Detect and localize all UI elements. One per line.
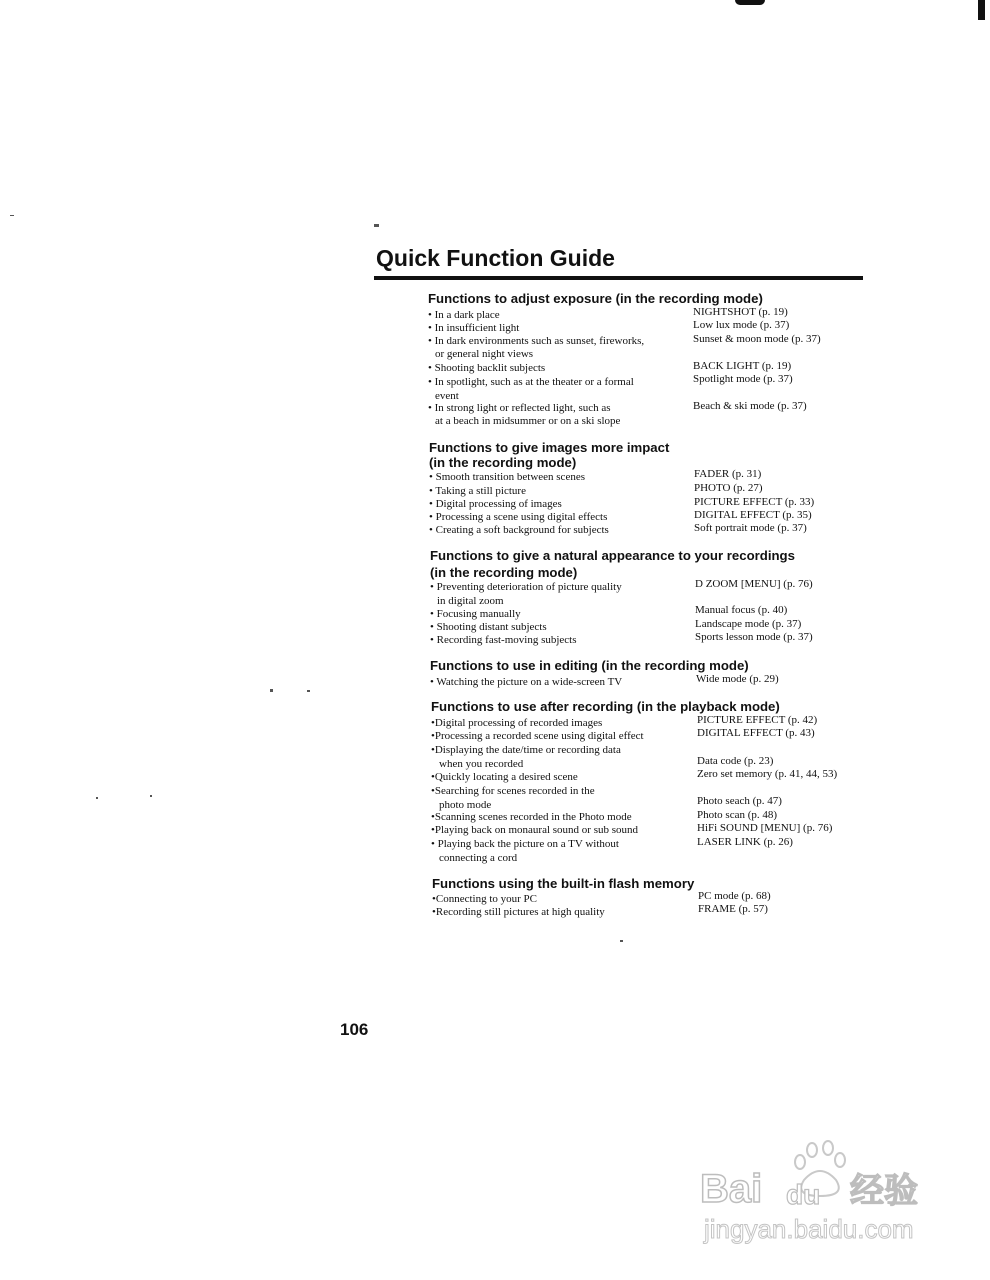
item-ref: PC mode (p. 68) [698,890,771,902]
item-ref: Sports lesson mode (p. 37) [695,631,813,643]
list-item-cont: event [435,390,459,402]
scan-speck [270,689,273,692]
scan-edge-mark [978,0,985,20]
list-item: • Watching the picture on a wide-screen TV [430,676,623,688]
list-item: • Recording fast-moving subjects [430,634,577,646]
scan-speck [307,690,310,692]
item-ref: Wide mode (p. 29) [696,673,779,685]
section-heading-cont: (in the recording mode) [430,565,578,580]
page-title: Quick Function Guide [376,245,615,271]
scan-speck [620,940,623,942]
list-item: • Shooting distant subjects [430,621,547,633]
svg-text:jingyan.baidu.com: jingyan.baidu.com [704,1214,914,1244]
list-item: • In strong light or reflected light, such as [428,402,611,414]
list-item: •Quickly locating a desired scene [431,771,578,783]
section-heading: Functions to adjust exposure (in the recording mode) [428,291,763,306]
item-ref: PICTURE EFFECT (p. 33) [694,496,815,508]
list-item: • Creating a soft background for subjects [429,524,609,536]
item-ref: Soft portrait mode (p. 37) [694,522,807,534]
list-item: •Recording still pictures at high quality [432,906,605,918]
page-number: 106 [340,1020,369,1039]
list-item: • Preventing deterioration of picture quality [430,581,622,593]
list-item: • Focusing manually [430,608,521,620]
list-item: •Searching for scenes recorded in the [431,785,595,797]
list-item-cont: or general night views [435,348,534,360]
list-item: •Digital processing of recorded images [431,717,603,729]
scan-speck [96,797,98,799]
scan-speck [150,795,152,797]
list-item: • In dark environments such as sunset, fireworks, [428,335,645,347]
list-item: • Taking a still picture [429,485,526,497]
list-item: • In spotlight, such as at the theater or a formal [428,376,634,388]
scan-top-smudge [735,0,765,5]
list-item-cont: when you recorded [439,758,524,770]
svg-text:经验: 经验 [850,1171,918,1211]
section-heading: Functions to use in editing (in the recording mode) [430,658,749,673]
svg-text:du: du [786,1179,821,1210]
section-heading: Functions to give images more impact [429,440,670,455]
item-ref: NIGHTSHOT (p. 19) [693,306,788,318]
list-item: • Processing a scene using digital effects [429,511,608,523]
item-ref: Low lux mode (p. 37) [693,319,790,331]
item-ref: LASER LINK (p. 26) [697,836,793,848]
item-ref: Photo seach (p. 47) [697,795,782,807]
item-ref: Beach & ski mode (p. 37) [693,400,807,412]
scan-speck [374,224,379,227]
item-ref: D ZOOM [MENU] (p. 76) [695,578,813,590]
section-heading-cont: (in the recording mode) [429,455,577,470]
list-item: •Playing back on monaural sound or sub sound [431,824,639,836]
item-ref: FRAME (p. 57) [698,903,768,915]
list-item: •Displaying the date/time or recording data [431,744,621,756]
item-ref: Data code (p. 23) [697,755,774,767]
list-item-cont: photo mode [439,799,492,811]
item-ref: BACK LIGHT (p. 19) [693,360,792,372]
item-ref: Zero set memory (p. 41, 44, 53) [697,768,838,780]
list-item: •Connecting to your PC [432,893,537,905]
svg-text:Bai: Bai [700,1167,763,1211]
list-item: • Playing back the picture on a TV without [431,838,619,850]
section-heading: Functions to give a natural appearance to your recordings [430,548,795,563]
item-ref: DIGITAL EFFECT (p. 35) [694,509,812,521]
item-ref: Photo scan (p. 48) [697,809,778,821]
item-ref: Sunset & moon mode (p. 37) [693,333,821,345]
list-item: •Scanning scenes recorded in the Photo mode [431,811,632,823]
item-ref: PICTURE EFFECT (p. 42) [697,714,818,726]
scan-speck [10,215,14,216]
section-heading: Functions to use after recording (in the playback mode) [431,699,780,714]
item-ref: Spotlight mode (p. 37) [693,373,793,385]
list-item-cont: connecting a cord [439,852,518,864]
item-ref: HiFi SOUND [MENU] (p. 76) [697,822,833,834]
list-item: •Processing a recorded scene using digital effect [431,730,644,742]
list-item: • Smooth transition between scenes [429,471,585,483]
item-ref: PHOTO (p. 27) [694,482,763,494]
item-ref: FADER (p. 31) [694,468,762,480]
list-item: • In a dark place [428,309,500,321]
watermark-logo [700,1140,940,1250]
section-heading: Functions using the built-in flash memory [432,876,695,891]
list-item-cont: in digital zoom [437,595,504,607]
list-item-cont: at a beach in midsummer or on a ski slope [435,415,621,427]
title-rule [374,276,863,280]
item-ref: DIGITAL EFFECT (p. 43) [697,727,815,739]
list-item: • Shooting backlit subjects [428,362,546,374]
item-ref: Manual focus (p. 40) [695,604,788,616]
list-item: • In insufficient light [428,322,520,334]
item-ref: Landscape mode (p. 37) [695,618,802,630]
list-item: • Digital processing of images [429,498,562,510]
